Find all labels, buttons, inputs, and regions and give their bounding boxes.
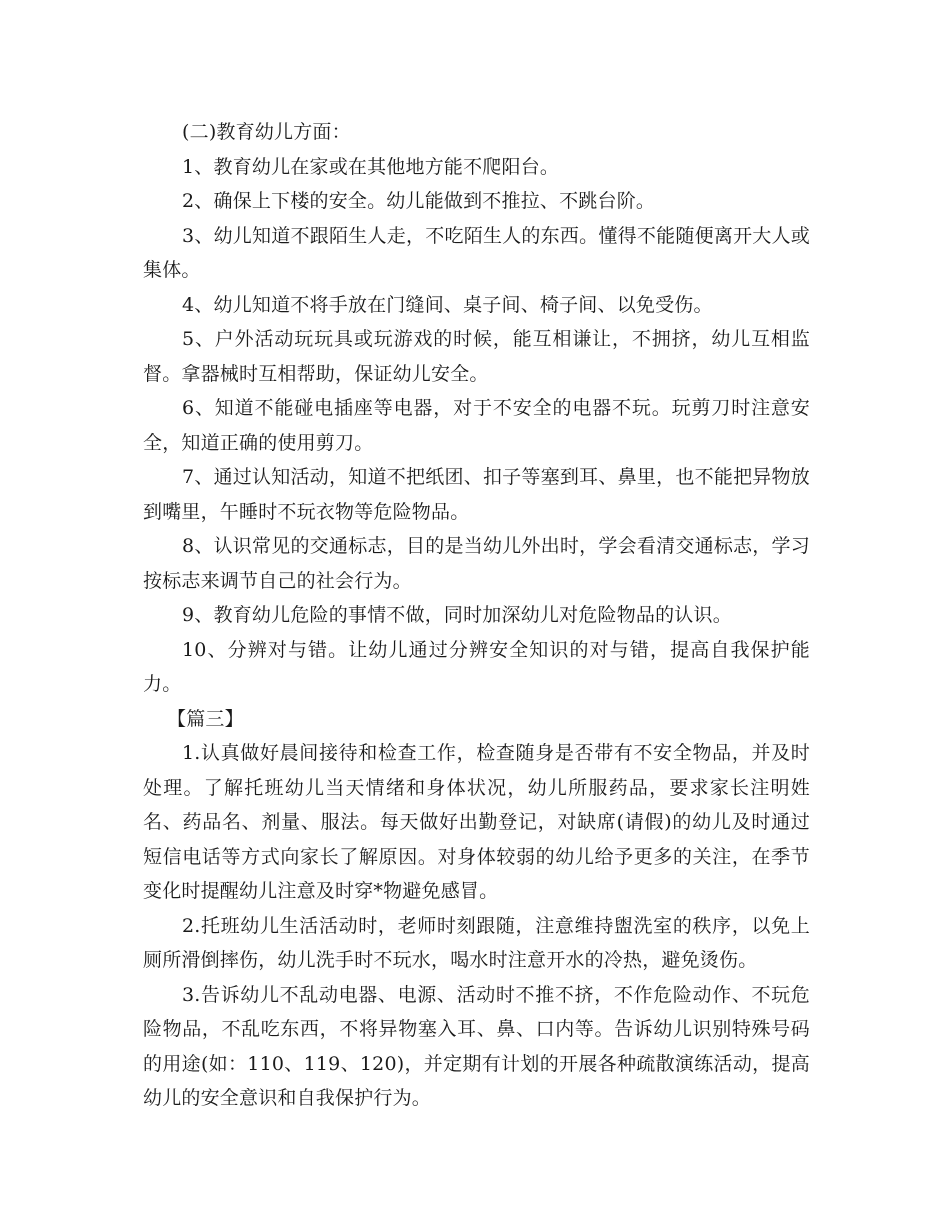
document-body xyxy=(143,115,810,1116)
education-item-6: 6、知道不能碰电插座等电器，对于不安全的电器不玩。玩剪刀时注意安全，知道正确的使用剪刀。 xyxy=(143,397,810,454)
education-item-9: 9、教育幼儿危险的事情不做，同时加深幼儿对危险物品的认识。 xyxy=(182,604,732,626)
section-subheading: (二)教育幼儿方面： xyxy=(182,121,351,143)
part-three-item-1: 1.认真做好晨间接待和检查工作，检查随身是否带有不安全物品，并及时处理。了解托班幼儿当天情绪和身体状况，幼儿所服药品，要求家长注明姓名、药品名、剂量、服法。每天做好出勤登记，对缺席(请假)的幼儿及时通过短信电话等方式向家长了解原因。对身体较弱的幼儿给予更多的关注，在季节变化时提醒幼儿注意及时穿*物避免感冒。 xyxy=(143,742,810,902)
part-three-heading: 【篇三】 xyxy=(167,707,244,730)
education-item-10: 10、分辨对与错。让幼儿通过分辨安全知识的对与错，提高自我保护能力。 xyxy=(143,638,810,695)
education-item-4: 4、幼儿知道不将手放在门缝间、桌子间、椅子间、以免受伤。 xyxy=(182,293,713,316)
part-three-item-3: 3.告诉幼儿不乱动电器、电源、活动时不推不挤，不作危险动作、不玩危险物品，不乱吃东西，不将异物塞入耳、鼻、口内等。告诉幼儿识别特殊号码的用途(如：110、119、120)，并定期有计划的开展各种疏散演练活动，提高幼儿的安全意识和自我保护行为。 xyxy=(143,983,810,1109)
part-three-item-2: 2.托班幼儿生活活动时，老师时刻跟随，注意维持盥洗室的秩序，以免上厕所滑倒摔伤，幼儿洗手时不玩水，喝水时注意开水的冷热，避免烫伤。 xyxy=(143,914,810,971)
education-item-1: 1、教育幼儿在家或在其他地方能不爬阳台。 xyxy=(182,155,560,178)
education-item-2: 2、确保上下楼的安全。幼儿能做到不推拉、不跳台阶。 xyxy=(182,190,656,212)
education-item-7: 7、通过认知活动，知道不把纸团、扣子等塞到耳、鼻里，也不能把异物放到嘴里，午睡时不玩衣物等危险物品。 xyxy=(143,466,810,523)
education-item-5: 5、户外活动玩玩具或玩游戏的时候，能互相谦让，不拥挤，幼儿互相监督。拿器械时互相帮助，保证幼儿安全。 xyxy=(143,328,810,385)
education-item-3: 3、幼儿知道不跟陌生人走，不吃陌生人的东西。懂得不能随便离开大人或集体。 xyxy=(143,224,810,281)
education-item-8: 8、认识常见的交通标志，目的是当幼儿外出时，学会看清交通标志，学习按标志来调节自己的社会行为。 xyxy=(143,535,810,592)
